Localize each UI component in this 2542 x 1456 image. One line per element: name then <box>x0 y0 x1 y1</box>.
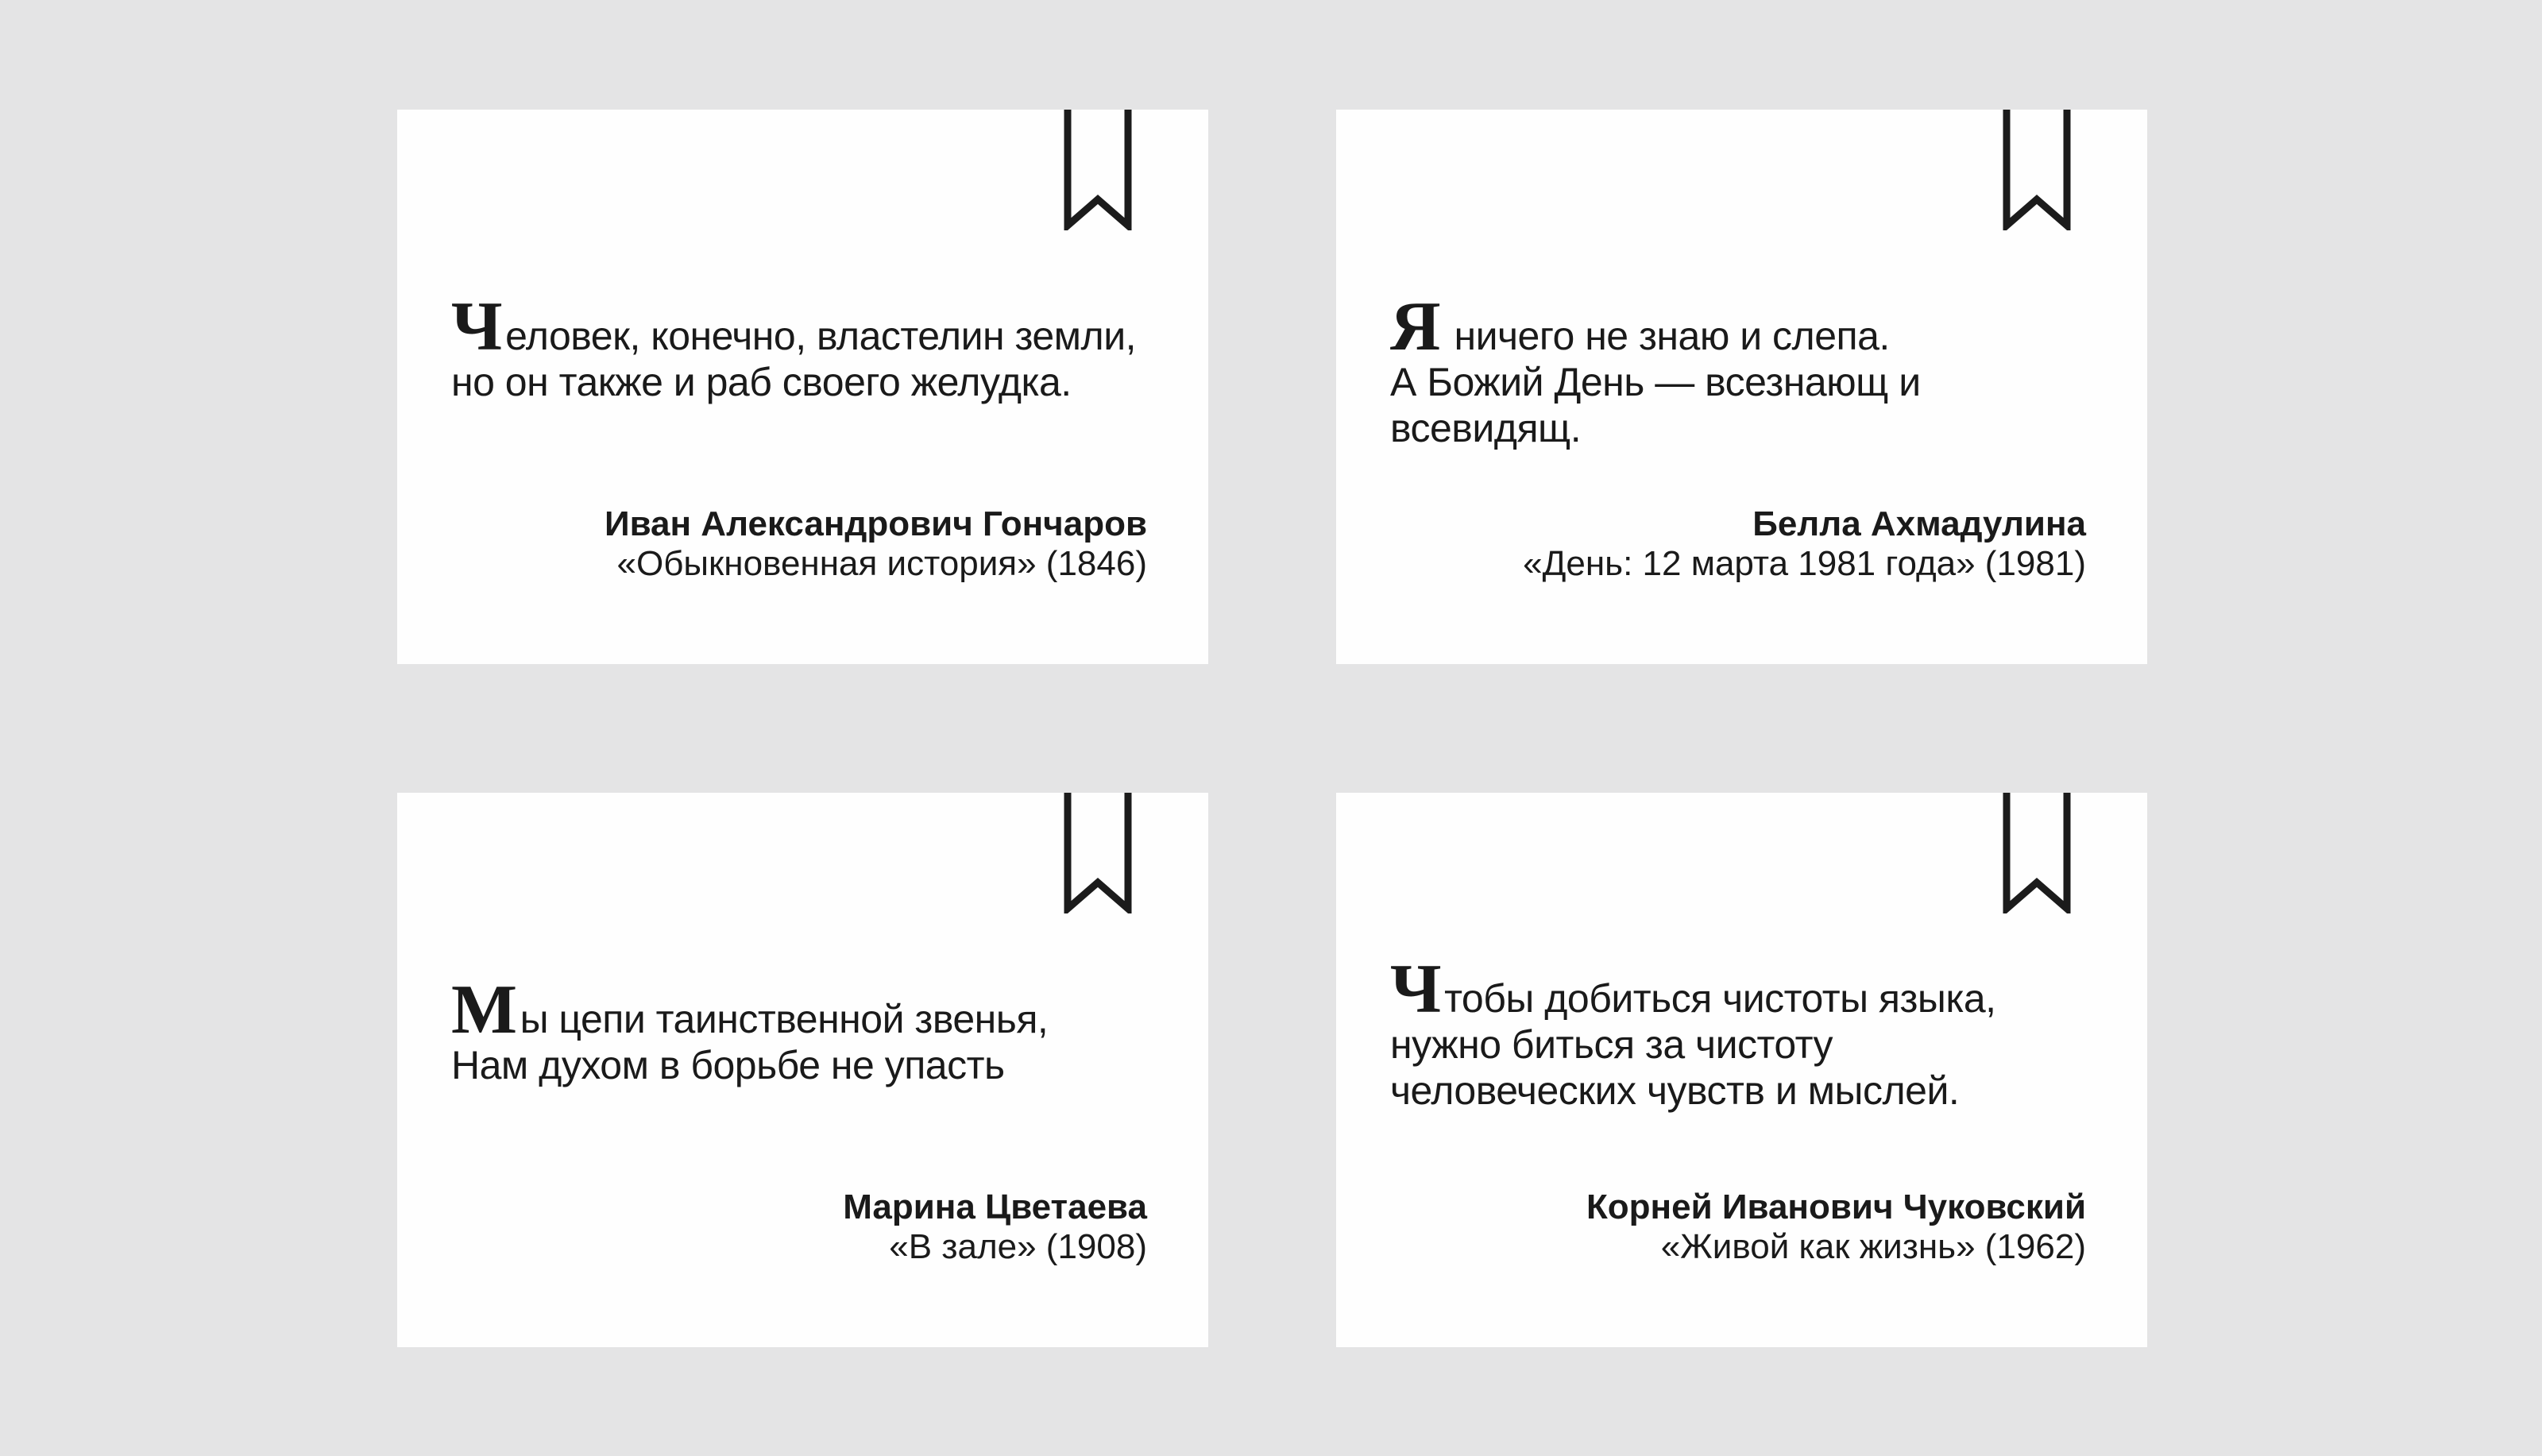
bookmark-icon <box>2003 793 2071 913</box>
quote-card <box>1336 110 2147 664</box>
attribution <box>1384 504 2086 584</box>
author-name: Белла Ахмадулина <box>1752 504 2086 543</box>
quote-text: Человек, конечно, властелин земли, но он также и раб своего желудка. <box>451 288 1137 404</box>
author-name: Корней Иванович Чуковский <box>1586 1188 2086 1226</box>
quote-card <box>397 110 1208 664</box>
attribution <box>445 504 1147 584</box>
bookmark-icon-svg <box>2003 793 2071 913</box>
bookmark-icon-svg <box>2003 110 2071 230</box>
quote-text: Мы цепи таинственной звенья, Нам духом в борьбе не упасть <box>451 971 1049 1087</box>
author-name: Иван Александрович Гончаров <box>604 504 1147 543</box>
source-title: «Обыкновенная история» (1846) <box>616 544 1147 583</box>
bookmark-icon <box>2003 110 2071 230</box>
quote-card <box>397 793 1208 1347</box>
drop-cap-letter: Ч <box>451 288 503 365</box>
attribution <box>445 1188 1147 1267</box>
bookmark-icon <box>1064 110 1132 230</box>
bookmark-icon <box>1064 793 1132 913</box>
source-title: «Живой как жизнь» (1962) <box>1660 1227 2086 1266</box>
drop-cap-letter: М <box>451 971 517 1049</box>
drop-cap-letter: Я <box>1390 288 1441 365</box>
drop-cap-letter: Ч <box>1390 951 1442 1028</box>
attribution <box>1384 1188 2086 1267</box>
author-name: Марина Цветаева <box>843 1188 1147 1226</box>
bookmark-icon-svg <box>1064 110 1132 230</box>
quote-text: Я ничего не знаю и слепа. А Божий День — всезнающ и всевидящ. <box>1390 288 1921 450</box>
quote-card <box>1336 793 2147 1347</box>
quote-text: Чтобы добиться чистоты языка, нужно биться за чистоту человеческих чувств и мыслей. <box>1390 951 1996 1113</box>
source-title: «В зале» (1908) <box>889 1227 1147 1266</box>
bookmark-icon-svg <box>1064 793 1132 913</box>
source-title: «День: 12 марта 1981 года» (1981) <box>1523 544 2086 583</box>
